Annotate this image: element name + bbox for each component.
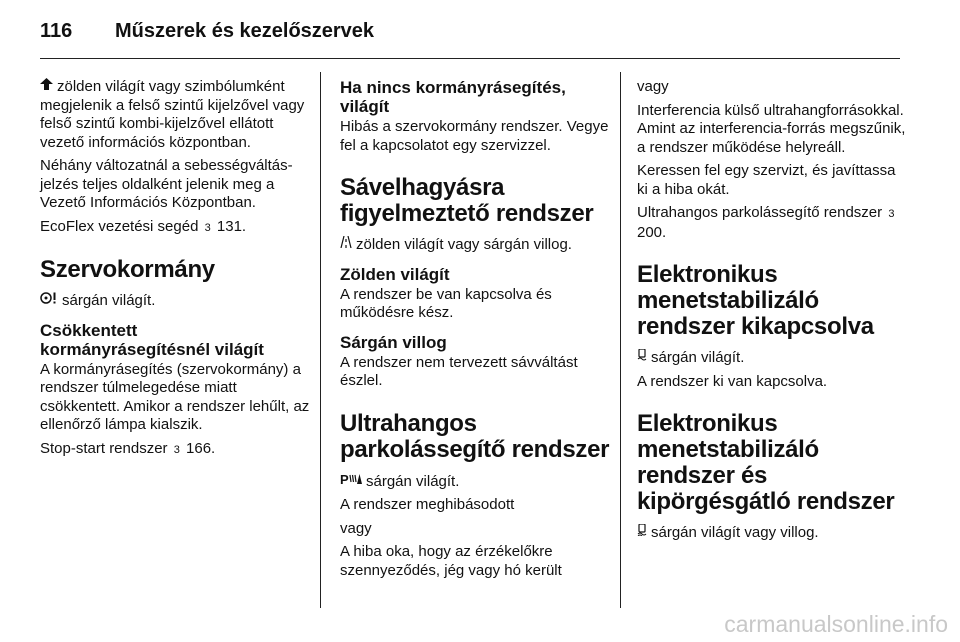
- ecoflex-reference: EcoFlex vezetési segéd 3 131.: [40, 218, 310, 238]
- svg-text:P: P: [340, 471, 349, 485]
- malfunction-paragraph: A rendszer meghibásodott: [340, 496, 515, 513]
- page-header: [40, 14, 900, 48]
- green-lit-paragraph: A rendszer be van kapcsolva és működésre kész.: [340, 285, 552, 321]
- sensor-dirt-paragraph: A hiba oka, hogy az érzékelőkre szennyeződés, jég vagy hó került: [340, 543, 562, 579]
- power-steering-icon: [40, 292, 58, 306]
- esc-off-status: sárgán világít.: [637, 349, 907, 368]
- lane-departure-icon: [340, 236, 352, 250]
- column-divider-2: [620, 72, 621, 608]
- page-number: 116: [40, 19, 73, 42]
- shift-paragraph: zölden világít vagy szimbólumként megjelenik a felső szintű kijelzővel vagy felső szintű kombi-kijelzővel ellátott vezető információs központban.: [40, 78, 305, 151]
- interference-paragraph: Interferencia külső ultrahangforrásokkal. Amint az interferencia-forrás megszűnik, a rendszer működése helyreáll.: [637, 101, 906, 156]
- heading-no-steering: Ha nincs kormányrásegítés, világít: [340, 78, 566, 116]
- column-2: [340, 78, 610, 585]
- parking-assist-status: P sárgán világít.: [340, 471, 460, 490]
- parking-assist-reference: Ultrahangos parkolássegítő rendszer 3 200.: [637, 204, 895, 241]
- page-link-166[interactable]: 166.: [186, 439, 216, 457]
- service-paragraph: Keressen fel egy szervizt, és javíttassa ki a hiba okát.: [637, 162, 896, 198]
- heading-lane-departure: Sávelhagyásra figyelmeztető rendszer: [340, 174, 594, 227]
- page-reference-arrow-icon: 3: [204, 221, 211, 234]
- shift-page-paragraph: Néhány változatnál a sebességváltás-jelzés teljes oldalként jelenik meg a Vezető Információs Központban.: [40, 157, 293, 211]
- page-reference-arrow-icon: 3: [173, 443, 180, 456]
- heading-esc-off: Elektronikus menetstabilizáló rendszer kikapcsolva: [637, 261, 874, 340]
- shift-indicator-icon: [40, 78, 53, 92]
- lane-departure-status: zölden világít vagy sárgán villog.: [340, 236, 610, 255]
- parking-assist-icon: [340, 472, 362, 487]
- heading-power-steering: Szervokormány: [40, 256, 215, 283]
- heading-parking-assist: Ultrahangos parkolássegítő rendszer: [340, 409, 610, 463]
- page-link-131[interactable]: 131.: [216, 217, 247, 235]
- esc-tc-status: sárgán világít vagy villog.: [637, 524, 907, 543]
- reduced-steering-paragraph: A kormányrásegítés (szervokormány) a rendszer túlmelegedése miatt csökkentett. Amikor a rendszer lehűlt, az ellenőrző lámpa kialszik.: [40, 360, 310, 433]
- stop-start-reference: Stop-start rendszer 3 166.: [40, 440, 310, 460]
- watermark: carmanualsonline.info: [724, 611, 948, 637]
- power-steering-status: sárgán világít.: [40, 292, 310, 311]
- yellow-flash-paragraph: A rendszer nem tervezett sávváltást észlel.: [340, 353, 578, 389]
- column-divider-1: [320, 72, 321, 608]
- or-paragraph: vagy: [637, 78, 669, 95]
- esc-icon: [637, 524, 647, 538]
- heading-green-lit: Zölden világít: [340, 264, 450, 284]
- heading-reduced-steering: Csökkentett kormányrásegítésnél világít: [40, 320, 264, 359]
- heading-esc-tc: Elektronikus menetstabilizáló rendszer és kipörgésgátló rendszer: [637, 410, 895, 515]
- or-paragraph: vagy: [340, 519, 372, 537]
- page-link-200[interactable]: 200.: [637, 223, 667, 241]
- no-steering-paragraph: Hibás a szervokormány rendszer. Vegye fel a kapcsolatot egy szervizzel.: [340, 118, 609, 154]
- heading-yellow-flash: Sárgán villog: [340, 332, 447, 352]
- chapter-title: Műszerek és kezelőszervek: [115, 19, 375, 42]
- page-reference-arrow-icon: 3: [888, 208, 895, 220]
- esc-off-paragraph: A rendszer ki van kapcsolva.: [637, 372, 828, 390]
- header-rule: [40, 58, 900, 59]
- column-3: [637, 78, 907, 548]
- column-1: [40, 78, 310, 464]
- esc-off-icon: [637, 349, 647, 363]
